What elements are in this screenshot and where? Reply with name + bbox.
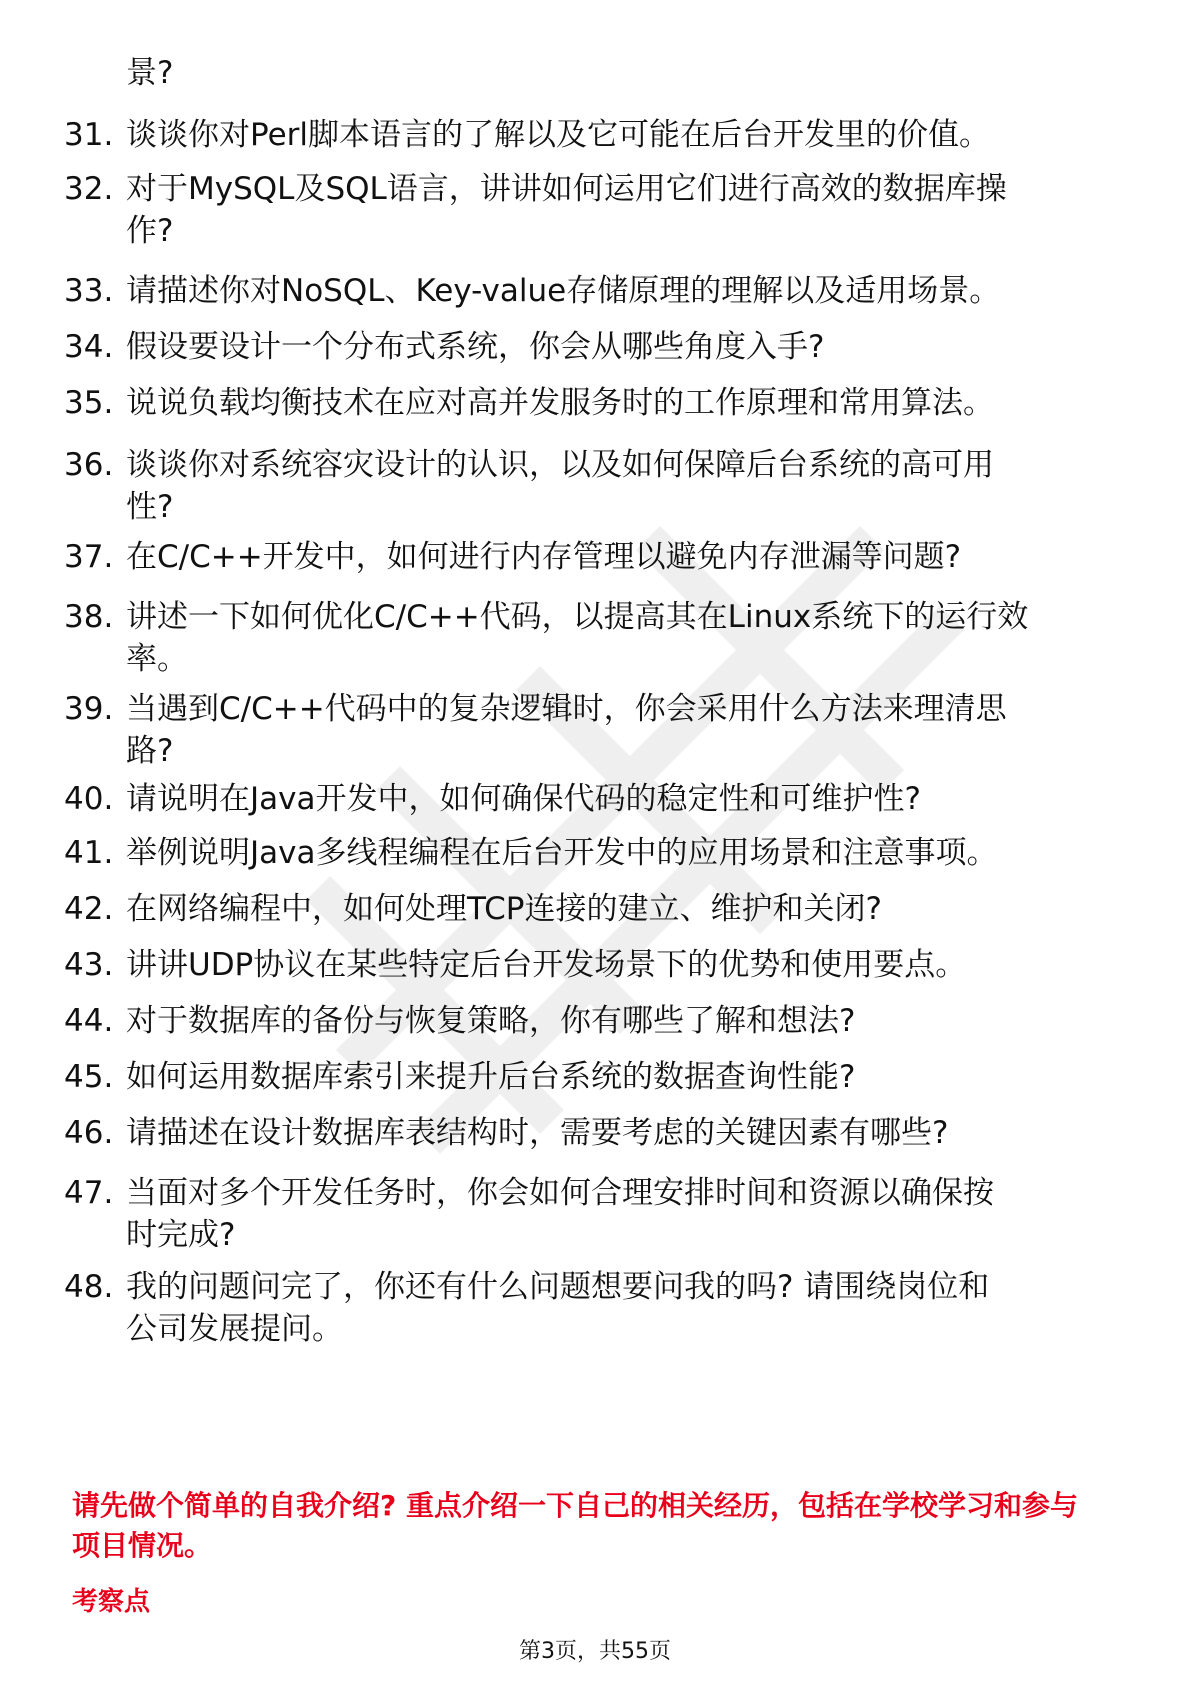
question-text-line: 在网络编程中，如何处理TCP连接的建立、维护和关闭? [126, 891, 882, 927]
question-number: 31. [64, 117, 114, 153]
question-number: 32. [64, 171, 114, 207]
question-text-line: 对于MySQL及SQL语言，讲讲如何运用它们进行高效的数据库操 [126, 171, 1007, 207]
question-item [64, 382, 1116, 424]
question-number: 43. [64, 947, 114, 983]
question-item [64, 596, 1116, 680]
question-number: 41. [64, 835, 114, 871]
intro-line-2: 项目情况。 [72, 1529, 213, 1562]
question-text-line: 请描述你对NoSQL、Key-value存储原理的理解以及适用场景。 [126, 273, 1001, 309]
question-item [64, 944, 1116, 986]
question-item [64, 832, 1116, 874]
question-text-line: 讲讲UDP协议在某些特定后台开发场景下的优势和使用要点。 [126, 947, 967, 983]
question-text-line: 时完成? [126, 1217, 236, 1253]
question-text-line: 我的问题问完了，你还有什么问题想要问我的吗? 请围绕岗位和 [126, 1269, 990, 1305]
intro-question [72, 1486, 1132, 1566]
question-item [64, 536, 1116, 578]
question-item [64, 1000, 1116, 1042]
question-text-line: 公司发展提问。 [126, 1311, 343, 1347]
continuation-line [126, 52, 1116, 94]
question-text-line: 作? [126, 213, 174, 249]
question-text-line: 当面对多个开发任务时，你会如何合理安排时间和资源以确保按 [126, 1175, 994, 1211]
question-number: 44. [64, 1003, 114, 1039]
question-item [64, 444, 1116, 528]
question-item [64, 1112, 1116, 1154]
question-item [64, 270, 1116, 312]
intro-line-1: 请先做个简单的自我介绍? 重点介绍一下自己的相关经历，包括在学校学习和参与 [72, 1489, 1078, 1522]
question-item [64, 168, 1116, 252]
question-text-line: 对于数据库的备份与恢复策略，你有哪些了解和想法? [126, 1003, 856, 1039]
question-number: 34. [64, 329, 114, 365]
question-text-line: 请描述在设计数据库表结构时，需要考虑的关键因素有哪些? [126, 1115, 949, 1151]
question-item [64, 1056, 1116, 1098]
question-text-line: 谈谈你对系统容灾设计的认识，以及如何保障后台系统的高可用 [126, 447, 994, 483]
question-item [64, 1266, 1116, 1350]
question-text-line: 当遇到C/C++代码中的复杂逻辑时，你会采用什么方法来理清思 [126, 691, 1007, 727]
question-number: 48. [64, 1269, 114, 1305]
question-number: 35. [64, 385, 114, 421]
question-item [64, 1172, 1116, 1256]
page-footer: 第3页，共55页 [519, 1639, 671, 1664]
question-text-line: 说说负载均衡技术在应对高并发服务时的工作原理和常用算法。 [126, 385, 994, 421]
question-text-line: 率。 [126, 641, 188, 677]
question-text-line: 请说明在Java开发中，如何确保代码的稳定性和可维护性? [126, 781, 921, 817]
question-item [64, 888, 1116, 930]
question-text-line: 在C/C++开发中，如何进行内存管理以避免内存泄漏等问题? [126, 539, 962, 575]
question-number: 47. [64, 1175, 114, 1211]
question-item [64, 778, 1116, 820]
question-text-line: 路? [126, 733, 174, 769]
section-label: 考察点 [72, 1587, 151, 1617]
question-number: 37. [64, 539, 114, 575]
question-item [64, 326, 1116, 368]
question-text-line: 举例说明Java多线程编程在后台开发中的应用场景和注意事项。 [126, 835, 998, 871]
question-number: 38. [64, 599, 114, 635]
question-number: 42. [64, 891, 114, 927]
question-item [64, 114, 1116, 156]
question-text-line: 性? [126, 489, 174, 525]
continuation-text: 景? [126, 55, 174, 91]
question-number: 33. [64, 273, 114, 309]
question-text-line: 假设要设计一个分布式系统，你会从哪些角度入手? [126, 329, 825, 365]
question-number: 40. [64, 781, 114, 817]
question-item [64, 688, 1116, 772]
question-number: 46. [64, 1115, 114, 1151]
question-number: 45. [64, 1059, 114, 1095]
question-text-line: 谈谈你对Perl脚本语言的了解以及它可能在后台开发里的价值。 [126, 117, 991, 153]
question-number: 36. [64, 447, 114, 483]
question-text-line: 如何运用数据库索引来提升后台系统的数据查询性能? [126, 1059, 856, 1095]
question-number: 39. [64, 691, 114, 727]
question-text-line: 讲述一下如何优化C/C++代码，以提高其在Linux系统下的运行效 [126, 599, 1029, 635]
